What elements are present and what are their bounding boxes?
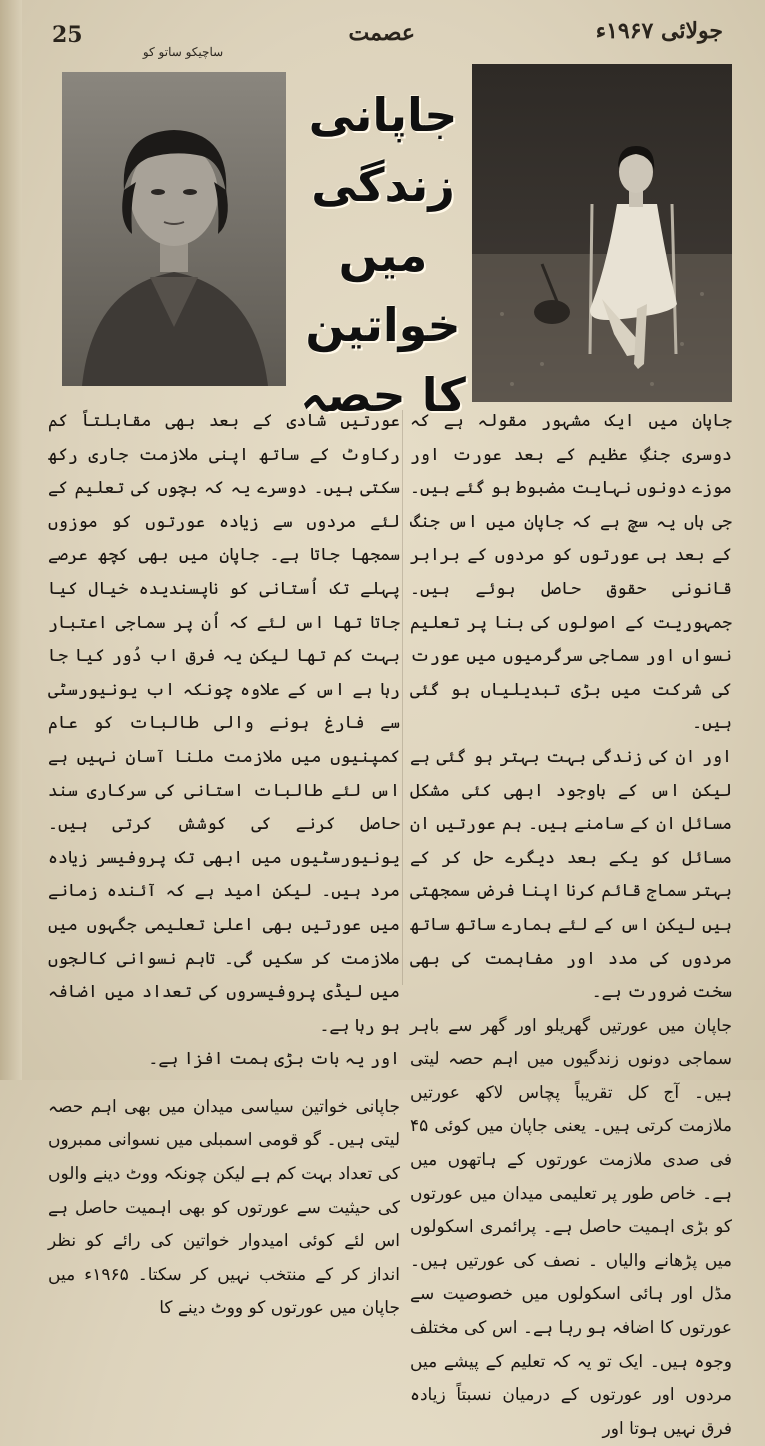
page-edge [0,0,22,1080]
paragraph: اور یہ بات بڑی ہمت افزا ہے۔ [148,1049,400,1070]
seated-woman-photo [472,64,732,402]
paragraph: عورتیں شادی کے بعد بھی مقابلتاً کم رکاوٹ کے ساتھ اپنی ملازمت جاری رکھ سکتی ہیں۔ دوسرے یہ کہ بچوں کی تعلیم کے لئے مردوں سے زیادہ عورتوں کو موزوں سمجھا جاتا ہے۔ جاپان میں بھی کچھ عرصے پہلے تک اُستانی کو ناپسندیدہ خیال کیا جاتا تھا اس لئے کہ اُن پر سماجی اعتبار بہت کم تھا لیکن یہ فرق اب دُور کیا جا رہا ہے اس کے علاوہ چونکہ اب یونیورسٹی سے فارغ ہونے والی طالبات کو عام کمپنیوں میں ملازمت ملنا آسان نہیں ہے اس لئے طالبات استانی کی سرکاری سند حاصل کرنے کی کوشش کرتی ہیں۔ یونیورسٹیوں میں ابھی تک پروفیسر زیادہ مرد ہیں۔ لیکن امید ہے کہ آئندہ زمانے میں عورتیں بھی اعلیٰ تعلیمی جگہوں میں ملازمت کر سکیں گی۔ تاہم نسوانی کالجوں میں لیڈی پروفیسروں کی تعداد میں اضافہ ہو رہا ہے۔ [48,411,400,1036]
headline-line: کا حصہ [300,368,466,422]
headline-line: زندگی میں [311,158,455,282]
article-column-right [410,405,732,1446]
column-divider [402,410,403,985]
paragraph: جاپان میں ایک مشہور مقولہ ہے کہ دوسری جنگِ عظیم کے بعد عورت اور موزے دونوں نہایت مضبوط ہو گئے ہیں۔ جی ہاں یہ سچ ہے کہ جاپان میں اس جنگ کے بعد ہی عورتوں کو مردوں کے برابر قانونی حقوق حاصل ہوئے ہیں۔ جمہوریت کے اصولوں کی بنا پر تعلیم نسواں اور سماجی سرگرمیوں میں عورت کی شرکت میں بڑی تبدیلیاں ہو گئی ہیں۔ [410,411,732,734]
paragraph: جاپانی خواتین سیاسی میدان میں بھی اہم حصہ لیتی ہیں۔ گو قومی اسمبلی میں نسوانی ممبروں کی تعداد بہت کم ہے لیکن چونکہ ووٹ دینے والوں کی حیثیت سے عورتوں کو بھی اہمیت حاصل ہے اس لئے کوئی امیدوار خواتین کی رائے کو نظر انداز کر کے منتخب نہیں کر سکتا۔ ۱۹۶۵ء میں جاپان میں عورتوں کو ووٹ دینے کا [48,1096,401,1319]
photo-caption: ساچیکو ساتو کو [142,45,224,59]
page-number: 25 [52,22,83,48]
headline-line: جاپانی [308,88,458,142]
headline-line: خواتین [305,298,461,352]
paragraph: اور ان کی زندگی بہت بہتر ہو گئی ہے لیکن اس کے باوجود ابھی کئی مشکل مسائل ان کے سامنے ہیں۔ ہم عورتیں ان مسائل کو یکے بعد دیگرے حل کر کے بہتر سماج قائم کرنا اپنا فرض سمجھتی ہیں لیکن اس کے لئے ہمارے ساتھ ساتھ مردوں کی مدد اور مفاہمت کی بھی سخت ضرورت ہے۔ [410,746,732,1003]
paragraph: جاپان میں عورتیں گھریلو اور گھر سے باہر سماجی دونوں زندگیوں میں اہم حصہ لیتی ہیں۔ آج کل تقریباً پچاس لاکھ عورتیں ملازمت کرتی ہیں۔ یعنی جاپان میں کوئی ۴۵ فی صدی ملازمت عورتوں کے ہاتھوں میں ہے۔ خاص طور پر تعلیمی میدان میں عورتوں کو بڑی اہمیت حاصل ہے۔ پرائمری اسکولوں میں پڑھانے والیاں ۔ نصف کی عورتیں ہیں۔ مڈل اور ہائی اسکولوں میں خصوصیت سے عورتوں کا اضافہ ہو رہا ہے۔ اس کی مختلف وجوہ ہیں۔ ایک تو یہ کہ تعلیم کے پیشے میں مردوں اور عورتوں کے درمیان نسبتاً زیادہ فرق نہیں ہوتا اور [410,1015,732,1439]
issue-date: جولائی ۱۹۶۷ء [595,18,723,44]
article-column-left [48,405,400,1326]
article-headline [300,80,466,430]
portrait-photo [62,72,286,386]
magazine-name: عصمت [348,20,415,46]
